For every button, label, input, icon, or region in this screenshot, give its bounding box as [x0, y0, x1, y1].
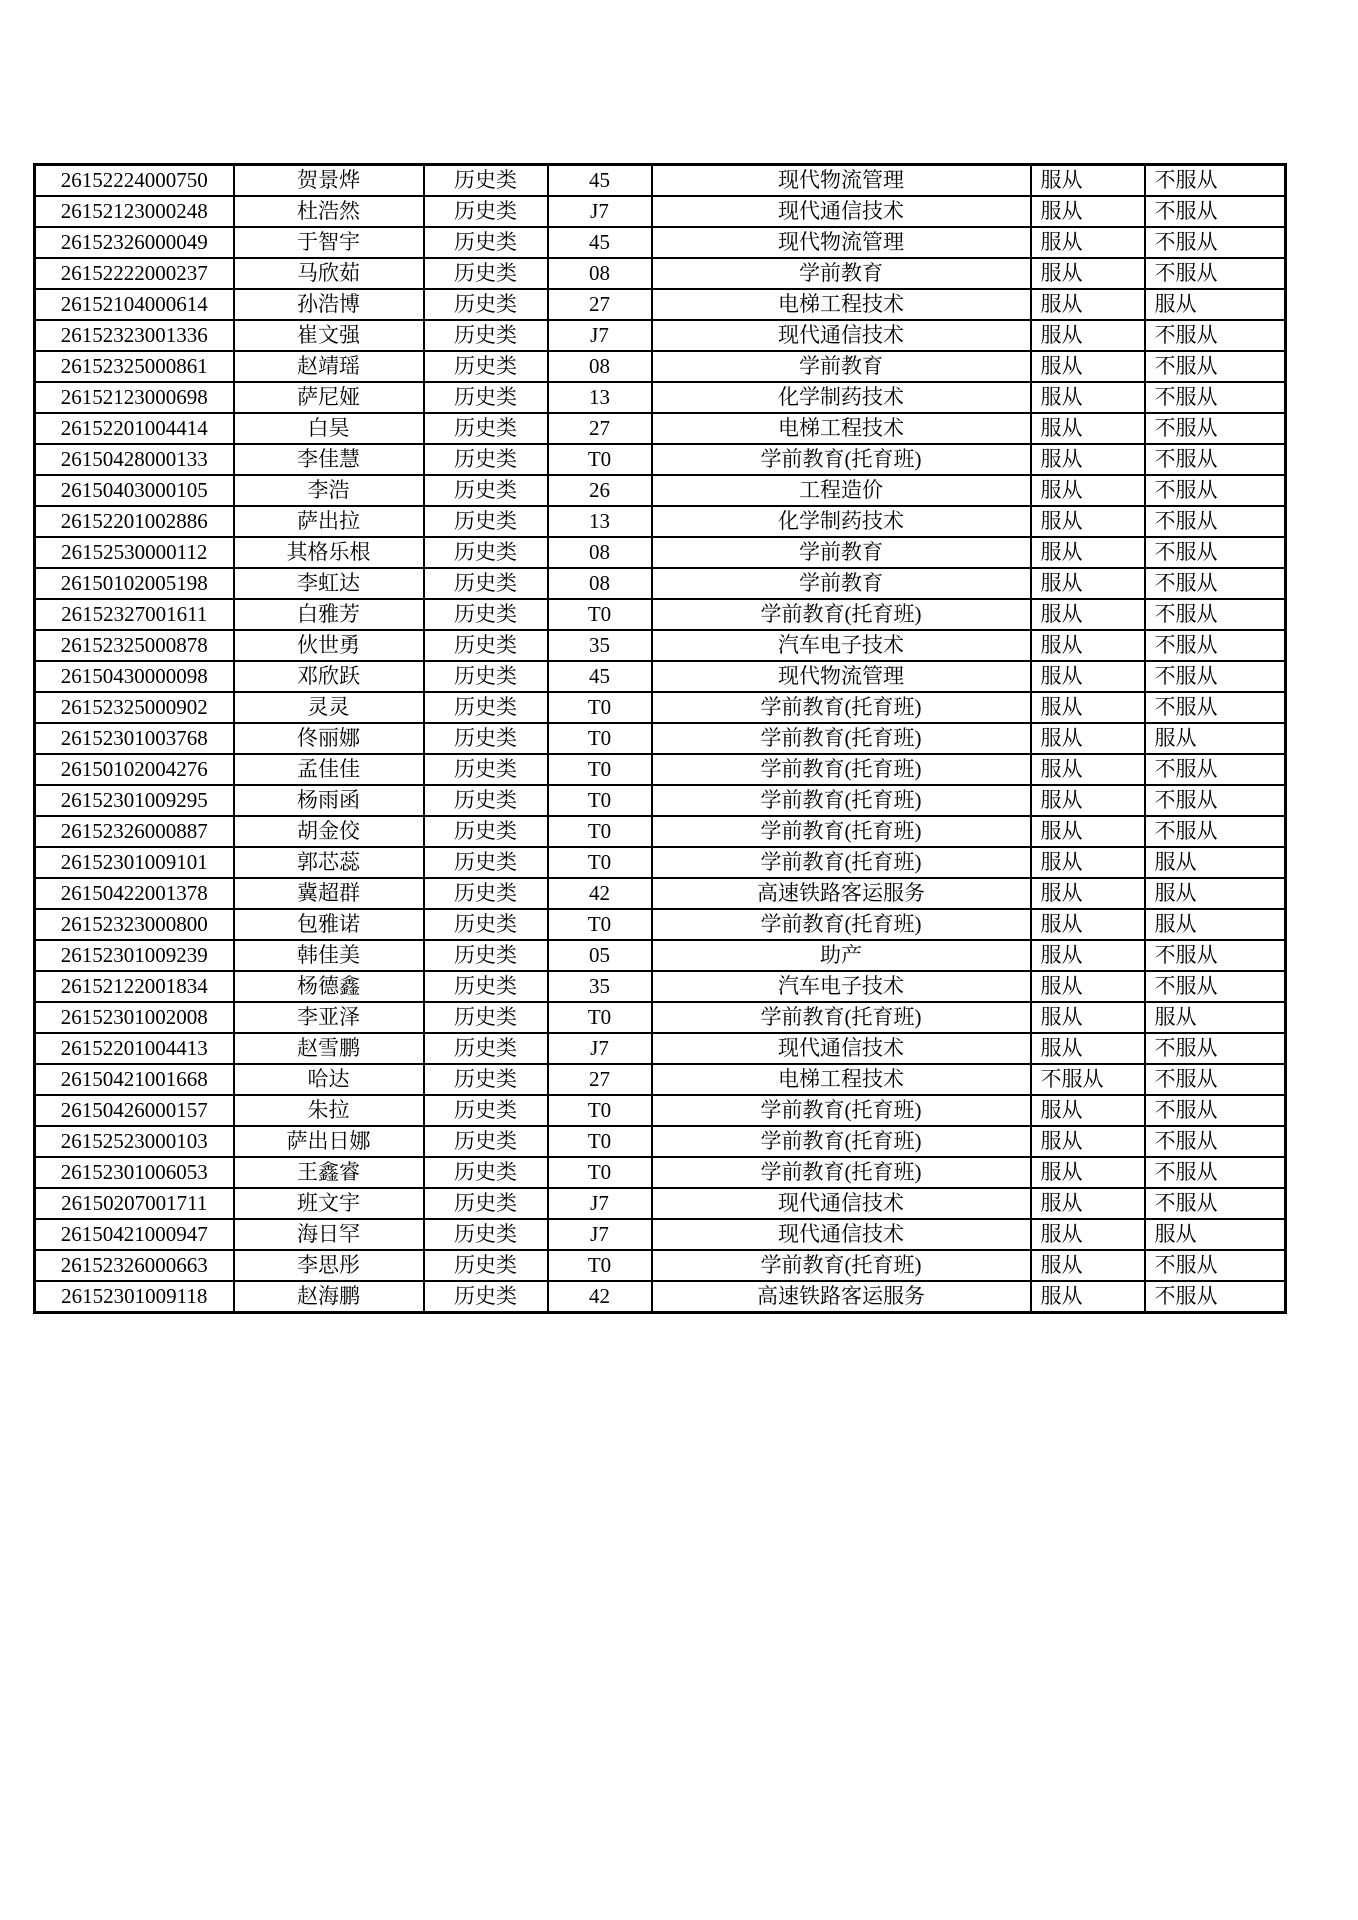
cell-exam-id: 26150102005198 [35, 568, 234, 599]
cell-obey-adjustment-2: 不服从 [1145, 568, 1286, 599]
cell-major-code: 45 [548, 227, 652, 258]
cell-subject-category: 历史类 [424, 227, 548, 258]
cell-major-code: 08 [548, 351, 652, 382]
table-row [35, 196, 1286, 227]
cell-major-name: 电梯工程技术 [652, 289, 1031, 320]
cell-student-name: 赵靖瑶 [234, 351, 424, 382]
cell-major-code: T0 [548, 909, 652, 940]
cell-obey-adjustment-1: 服从 [1031, 320, 1145, 351]
cell-major-code: 35 [548, 630, 652, 661]
cell-student-name: 朱拉 [234, 1095, 424, 1126]
cell-obey-adjustment-2: 不服从 [1145, 351, 1286, 382]
cell-subject-category: 历史类 [424, 1157, 548, 1188]
cell-obey-adjustment-2: 不服从 [1145, 1033, 1286, 1064]
cell-major-code: 45 [548, 661, 652, 692]
cell-subject-category: 历史类 [424, 847, 548, 878]
cell-obey-adjustment-2: 不服从 [1145, 816, 1286, 847]
table-row [35, 785, 1286, 816]
cell-major-name: 学前教育 [652, 258, 1031, 289]
table-row [35, 599, 1286, 630]
cell-obey-adjustment-1: 服从 [1031, 630, 1145, 661]
cell-exam-id: 26150428000133 [35, 444, 234, 475]
cell-student-name: 灵灵 [234, 692, 424, 723]
cell-major-name: 学前教育 [652, 568, 1031, 599]
table-row [35, 1281, 1286, 1313]
cell-obey-adjustment-1: 服从 [1031, 165, 1145, 197]
cell-obey-adjustment-2: 不服从 [1145, 940, 1286, 971]
cell-exam-id: 26150430000098 [35, 661, 234, 692]
cell-major-name: 助产 [652, 940, 1031, 971]
cell-major-name: 现代物流管理 [652, 227, 1031, 258]
cell-major-name: 高速铁路客运服务 [652, 1281, 1031, 1313]
table-row [35, 692, 1286, 723]
cell-exam-id: 26152201004413 [35, 1033, 234, 1064]
table-row [35, 723, 1286, 754]
cell-exam-id: 26150421000947 [35, 1219, 234, 1250]
cell-obey-adjustment-1: 服从 [1031, 1188, 1145, 1219]
cell-obey-adjustment-2: 不服从 [1145, 630, 1286, 661]
cell-major-name: 现代物流管理 [652, 165, 1031, 197]
table-row [35, 382, 1286, 413]
cell-exam-id: 26152323001336 [35, 320, 234, 351]
table-row [35, 1002, 1286, 1033]
cell-major-code: 27 [548, 1064, 652, 1095]
table-row [35, 537, 1286, 568]
cell-major-code: 05 [548, 940, 652, 971]
admission-roster-table [33, 163, 1287, 1314]
cell-obey-adjustment-2: 服从 [1145, 847, 1286, 878]
cell-subject-category: 历史类 [424, 1188, 548, 1219]
cell-major-code: T0 [548, 816, 652, 847]
cell-obey-adjustment-2: 服从 [1145, 1219, 1286, 1250]
cell-exam-id: 26152104000614 [35, 289, 234, 320]
cell-exam-id: 26150207001711 [35, 1188, 234, 1219]
cell-obey-adjustment-2: 不服从 [1145, 227, 1286, 258]
cell-student-name: 李思彤 [234, 1250, 424, 1281]
cell-student-name: 白雅芳 [234, 599, 424, 630]
cell-student-name: 白昊 [234, 413, 424, 444]
cell-obey-adjustment-2: 不服从 [1145, 971, 1286, 1002]
cell-student-name: 萨尼娅 [234, 382, 424, 413]
table-row [35, 1095, 1286, 1126]
cell-major-name: 学前教育(托育班) [652, 1095, 1031, 1126]
table-row [35, 568, 1286, 599]
cell-major-code: 27 [548, 289, 652, 320]
cell-major-name: 学前教育(托育班) [652, 723, 1031, 754]
cell-exam-id: 26152123000248 [35, 196, 234, 227]
cell-subject-category: 历史类 [424, 754, 548, 785]
cell-major-code: J7 [548, 1188, 652, 1219]
table-row [35, 971, 1286, 1002]
table-row [35, 816, 1286, 847]
table-row [35, 413, 1286, 444]
cell-exam-id: 26152224000750 [35, 165, 234, 197]
cell-obey-adjustment-1: 服从 [1031, 444, 1145, 475]
cell-obey-adjustment-1: 服从 [1031, 475, 1145, 506]
cell-obey-adjustment-2: 不服从 [1145, 1250, 1286, 1281]
cell-student-name: 萨出日娜 [234, 1126, 424, 1157]
cell-subject-category: 历史类 [424, 630, 548, 661]
cell-obey-adjustment-1: 服从 [1031, 1250, 1145, 1281]
cell-major-name: 学前教育(托育班) [652, 754, 1031, 785]
cell-obey-adjustment-2: 服从 [1145, 723, 1286, 754]
cell-student-name: 萨出拉 [234, 506, 424, 537]
cell-major-name: 学前教育(托育班) [652, 1002, 1031, 1033]
cell-exam-id: 26152301009295 [35, 785, 234, 816]
cell-subject-category: 历史类 [424, 165, 548, 197]
table-row [35, 289, 1286, 320]
cell-exam-id: 26152327001611 [35, 599, 234, 630]
cell-obey-adjustment-2: 不服从 [1145, 444, 1286, 475]
cell-obey-adjustment-2: 不服从 [1145, 382, 1286, 413]
cell-subject-category: 历史类 [424, 413, 548, 444]
cell-subject-category: 历史类 [424, 196, 548, 227]
cell-obey-adjustment-2: 不服从 [1145, 320, 1286, 351]
cell-major-code: 45 [548, 165, 652, 197]
cell-obey-adjustment-1: 服从 [1031, 1033, 1145, 1064]
cell-exam-id: 26152201002886 [35, 506, 234, 537]
table-row [35, 258, 1286, 289]
cell-obey-adjustment-1: 服从 [1031, 1095, 1145, 1126]
cell-obey-adjustment-2: 不服从 [1145, 785, 1286, 816]
cell-major-code: J7 [548, 320, 652, 351]
cell-subject-category: 历史类 [424, 1064, 548, 1095]
cell-obey-adjustment-2: 不服从 [1145, 692, 1286, 723]
cell-student-name: 马欣茹 [234, 258, 424, 289]
cell-obey-adjustment-1: 服从 [1031, 1126, 1145, 1157]
cell-student-name: 李浩 [234, 475, 424, 506]
cell-student-name: 包雅诺 [234, 909, 424, 940]
cell-student-name: 哈达 [234, 1064, 424, 1095]
table-row [35, 1064, 1286, 1095]
cell-major-code: 35 [548, 971, 652, 1002]
cell-major-code: 42 [548, 1281, 652, 1313]
cell-student-name: 李佳慧 [234, 444, 424, 475]
cell-major-name: 学前教育(托育班) [652, 1250, 1031, 1281]
cell-subject-category: 历史类 [424, 1095, 548, 1126]
cell-obey-adjustment-2: 服从 [1145, 878, 1286, 909]
cell-obey-adjustment-1: 服从 [1031, 1219, 1145, 1250]
table-row [35, 227, 1286, 258]
cell-obey-adjustment-2: 不服从 [1145, 1095, 1286, 1126]
cell-major-code: T0 [548, 1250, 652, 1281]
cell-major-name: 学前教育(托育班) [652, 1157, 1031, 1188]
cell-major-name: 现代通信技术 [652, 1188, 1031, 1219]
cell-major-name: 电梯工程技术 [652, 413, 1031, 444]
cell-exam-id: 26152325000861 [35, 351, 234, 382]
cell-exam-id: 26152326000049 [35, 227, 234, 258]
cell-student-name: 赵雪鹏 [234, 1033, 424, 1064]
cell-obey-adjustment-1: 服从 [1031, 537, 1145, 568]
cell-major-name: 汽车电子技术 [652, 971, 1031, 1002]
cell-exam-id: 26152222000237 [35, 258, 234, 289]
cell-student-name: 赵海鹏 [234, 1281, 424, 1313]
cell-exam-id: 26150421001668 [35, 1064, 234, 1095]
cell-major-code: T0 [548, 754, 652, 785]
cell-student-name: 贺景烨 [234, 165, 424, 197]
cell-subject-category: 历史类 [424, 878, 548, 909]
cell-subject-category: 历史类 [424, 444, 548, 475]
cell-subject-category: 历史类 [424, 1126, 548, 1157]
cell-student-name: 胡金佼 [234, 816, 424, 847]
cell-exam-id: 26152301002008 [35, 1002, 234, 1033]
cell-obey-adjustment-1: 服从 [1031, 723, 1145, 754]
cell-subject-category: 历史类 [424, 940, 548, 971]
cell-subject-category: 历史类 [424, 1033, 548, 1064]
cell-obey-adjustment-1: 服从 [1031, 289, 1145, 320]
cell-exam-id: 26152301006053 [35, 1157, 234, 1188]
cell-subject-category: 历史类 [424, 258, 548, 289]
cell-subject-category: 历史类 [424, 909, 548, 940]
cell-student-name: 佟丽娜 [234, 723, 424, 754]
cell-subject-category: 历史类 [424, 289, 548, 320]
cell-subject-category: 历史类 [424, 661, 548, 692]
cell-major-code: T0 [548, 723, 652, 754]
cell-subject-category: 历史类 [424, 816, 548, 847]
cell-student-name: 邓欣跃 [234, 661, 424, 692]
cell-subject-category: 历史类 [424, 1002, 548, 1033]
cell-subject-category: 历史类 [424, 320, 548, 351]
cell-student-name: 其格乐根 [234, 537, 424, 568]
cell-major-name: 现代通信技术 [652, 320, 1031, 351]
cell-major-name: 学前教育(托育班) [652, 816, 1031, 847]
cell-exam-id: 26152523000103 [35, 1126, 234, 1157]
cell-student-name: 孟佳佳 [234, 754, 424, 785]
cell-subject-category: 历史类 [424, 971, 548, 1002]
cell-obey-adjustment-2: 不服从 [1145, 661, 1286, 692]
cell-obey-adjustment-2: 不服从 [1145, 165, 1286, 197]
cell-obey-adjustment-1: 服从 [1031, 506, 1145, 537]
cell-major-name: 学前教育 [652, 537, 1031, 568]
cell-major-code: 42 [548, 878, 652, 909]
cell-student-name: 李虹达 [234, 568, 424, 599]
cell-subject-category: 历史类 [424, 1250, 548, 1281]
cell-major-name: 学前教育(托育班) [652, 909, 1031, 940]
cell-major-name: 学前教育 [652, 351, 1031, 382]
cell-obey-adjustment-2: 不服从 [1145, 1064, 1286, 1095]
cell-major-code: 13 [548, 506, 652, 537]
cell-major-name: 学前教育(托育班) [652, 1126, 1031, 1157]
cell-subject-category: 历史类 [424, 475, 548, 506]
cell-major-name: 工程造价 [652, 475, 1031, 506]
cell-student-name: 班文宇 [234, 1188, 424, 1219]
cell-obey-adjustment-2: 不服从 [1145, 1126, 1286, 1157]
cell-obey-adjustment-2: 不服从 [1145, 537, 1286, 568]
cell-subject-category: 历史类 [424, 382, 548, 413]
cell-obey-adjustment-1: 服从 [1031, 816, 1145, 847]
cell-student-name: 王鑫睿 [234, 1157, 424, 1188]
cell-obey-adjustment-1: 服从 [1031, 599, 1145, 630]
cell-obey-adjustment-1: 服从 [1031, 196, 1145, 227]
cell-major-code: 13 [548, 382, 652, 413]
cell-obey-adjustment-2: 不服从 [1145, 1157, 1286, 1188]
table-row [35, 1157, 1286, 1188]
cell-major-name: 学前教育(托育班) [652, 692, 1031, 723]
cell-obey-adjustment-2: 服从 [1145, 909, 1286, 940]
cell-student-name: 孙浩博 [234, 289, 424, 320]
table-row [35, 630, 1286, 661]
cell-subject-category: 历史类 [424, 537, 548, 568]
cell-major-name: 现代通信技术 [652, 1219, 1031, 1250]
cell-obey-adjustment-2: 服从 [1145, 289, 1286, 320]
cell-student-name: 杨雨函 [234, 785, 424, 816]
table-row [35, 1188, 1286, 1219]
cell-exam-id: 26150422001378 [35, 878, 234, 909]
cell-exam-id: 26152325000878 [35, 630, 234, 661]
table-row [35, 1250, 1286, 1281]
cell-major-code: T0 [548, 785, 652, 816]
cell-major-code: J7 [548, 1219, 652, 1250]
cell-student-name: 李亚泽 [234, 1002, 424, 1033]
cell-student-name: 崔文强 [234, 320, 424, 351]
cell-major-code: T0 [548, 1157, 652, 1188]
cell-major-code: J7 [548, 1033, 652, 1064]
cell-subject-category: 历史类 [424, 351, 548, 382]
cell-obey-adjustment-1: 服从 [1031, 754, 1145, 785]
table-row [35, 351, 1286, 382]
cell-major-code: T0 [548, 1126, 652, 1157]
cell-student-name: 杨德鑫 [234, 971, 424, 1002]
cell-obey-adjustment-1: 服从 [1031, 971, 1145, 1002]
cell-subject-category: 历史类 [424, 506, 548, 537]
cell-major-code: 27 [548, 413, 652, 444]
cell-exam-id: 26152323000800 [35, 909, 234, 940]
cell-major-name: 现代通信技术 [652, 1033, 1031, 1064]
cell-student-name: 冀超群 [234, 878, 424, 909]
cell-major-code: T0 [548, 1095, 652, 1126]
cell-student-name: 于智宇 [234, 227, 424, 258]
cell-major-name: 现代通信技术 [652, 196, 1031, 227]
cell-major-name: 汽车电子技术 [652, 630, 1031, 661]
table-row [35, 847, 1286, 878]
table-row [35, 754, 1286, 785]
cell-obey-adjustment-1: 服从 [1031, 413, 1145, 444]
cell-obey-adjustment-1: 服从 [1031, 661, 1145, 692]
table-row [35, 506, 1286, 537]
cell-major-name: 学前教育(托育班) [652, 847, 1031, 878]
cell-obey-adjustment-2: 不服从 [1145, 196, 1286, 227]
cell-exam-id: 26152301009118 [35, 1281, 234, 1313]
cell-major-code: 08 [548, 537, 652, 568]
cell-major-code: 26 [548, 475, 652, 506]
table-row [35, 940, 1286, 971]
table-row [35, 909, 1286, 940]
cell-exam-id: 26152326000663 [35, 1250, 234, 1281]
cell-obey-adjustment-1: 服从 [1031, 1157, 1145, 1188]
cell-obey-adjustment-1: 不服从 [1031, 1064, 1145, 1095]
cell-major-code: 08 [548, 258, 652, 289]
cell-student-name: 郭芯蕊 [234, 847, 424, 878]
cell-major-name: 高速铁路客运服务 [652, 878, 1031, 909]
table-row [35, 444, 1286, 475]
cell-major-name: 电梯工程技术 [652, 1064, 1031, 1095]
cell-obey-adjustment-1: 服从 [1031, 258, 1145, 289]
table-row [35, 878, 1286, 909]
cell-exam-id: 26152301009239 [35, 940, 234, 971]
cell-obey-adjustment-2: 不服从 [1145, 754, 1286, 785]
cell-obey-adjustment-2: 不服从 [1145, 258, 1286, 289]
cell-exam-id: 26152301003768 [35, 723, 234, 754]
cell-major-code: T0 [548, 692, 652, 723]
cell-student-name: 海日罕 [234, 1219, 424, 1250]
cell-major-code: T0 [548, 444, 652, 475]
cell-exam-id: 26152301009101 [35, 847, 234, 878]
cell-obey-adjustment-2: 服从 [1145, 1002, 1286, 1033]
cell-subject-category: 历史类 [424, 1281, 548, 1313]
cell-exam-id: 26152530000112 [35, 537, 234, 568]
cell-obey-adjustment-2: 不服从 [1145, 599, 1286, 630]
cell-student-name: 韩佳美 [234, 940, 424, 971]
cell-exam-id: 26152122001834 [35, 971, 234, 1002]
cell-subject-category: 历史类 [424, 1219, 548, 1250]
cell-major-name: 学前教育(托育班) [652, 599, 1031, 630]
cell-major-name: 化学制药技术 [652, 506, 1031, 537]
cell-subject-category: 历史类 [424, 692, 548, 723]
cell-exam-id: 26150403000105 [35, 475, 234, 506]
cell-obey-adjustment-2: 不服从 [1145, 413, 1286, 444]
cell-subject-category: 历史类 [424, 723, 548, 754]
cell-exam-id: 26152326000887 [35, 816, 234, 847]
cell-student-name: 伙世勇 [234, 630, 424, 661]
table-row [35, 661, 1286, 692]
cell-major-name: 学前教育(托育班) [652, 785, 1031, 816]
cell-major-code: T0 [548, 847, 652, 878]
cell-obey-adjustment-1: 服从 [1031, 1002, 1145, 1033]
cell-obey-adjustment-1: 服从 [1031, 568, 1145, 599]
cell-major-code: T0 [548, 1002, 652, 1033]
cell-exam-id: 26150102004276 [35, 754, 234, 785]
cell-exam-id: 26150426000157 [35, 1095, 234, 1126]
cell-obey-adjustment-1: 服从 [1031, 909, 1145, 940]
cell-obey-adjustment-1: 服从 [1031, 1281, 1145, 1313]
roster-body [35, 165, 1286, 1313]
table-row [35, 1126, 1286, 1157]
table-row [35, 320, 1286, 351]
cell-obey-adjustment-1: 服从 [1031, 382, 1145, 413]
cell-obey-adjustment-1: 服从 [1031, 878, 1145, 909]
cell-major-name: 学前教育(托育班) [652, 444, 1031, 475]
table-row [35, 475, 1286, 506]
cell-obey-adjustment-1: 服从 [1031, 847, 1145, 878]
table-row [35, 1219, 1286, 1250]
cell-student-name: 杜浩然 [234, 196, 424, 227]
cell-obey-adjustment-1: 服从 [1031, 227, 1145, 258]
cell-major-name: 现代物流管理 [652, 661, 1031, 692]
cell-major-name: 化学制药技术 [652, 382, 1031, 413]
cell-exam-id: 26152325000902 [35, 692, 234, 723]
cell-exam-id: 26152201004414 [35, 413, 234, 444]
cell-subject-category: 历史类 [424, 568, 548, 599]
cell-obey-adjustment-2: 不服从 [1145, 1281, 1286, 1313]
cell-obey-adjustment-2: 不服从 [1145, 1188, 1286, 1219]
table-row [35, 165, 1286, 197]
cell-obey-adjustment-1: 服从 [1031, 351, 1145, 382]
cell-major-code: J7 [548, 196, 652, 227]
cell-exam-id: 26152123000698 [35, 382, 234, 413]
cell-obey-adjustment-1: 服从 [1031, 785, 1145, 816]
table-row [35, 1033, 1286, 1064]
cell-obey-adjustment-2: 不服从 [1145, 475, 1286, 506]
cell-obey-adjustment-1: 服从 [1031, 692, 1145, 723]
cell-major-code: T0 [548, 599, 652, 630]
cell-obey-adjustment-1: 服从 [1031, 940, 1145, 971]
cell-subject-category: 历史类 [424, 599, 548, 630]
cell-subject-category: 历史类 [424, 785, 548, 816]
cell-major-code: 08 [548, 568, 652, 599]
cell-obey-adjustment-2: 不服从 [1145, 506, 1286, 537]
